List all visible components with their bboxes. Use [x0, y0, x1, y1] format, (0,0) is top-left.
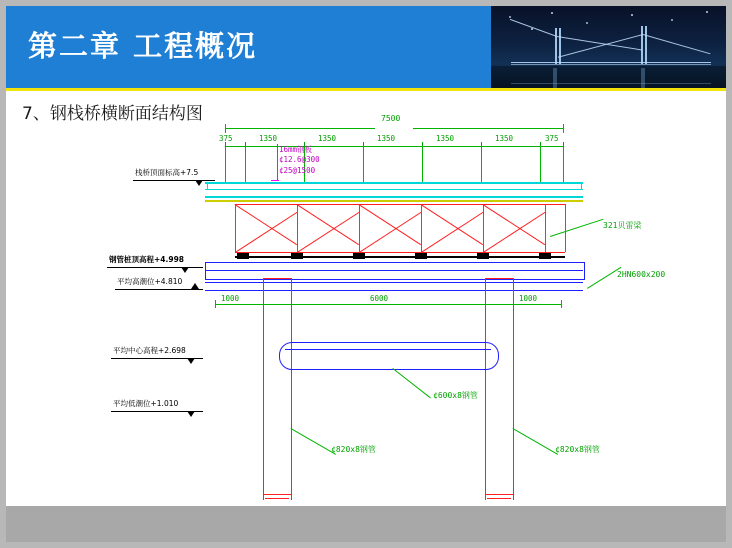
dimension-1350-a: 1350 — [259, 134, 278, 143]
elevation-label-1: 栈桥顶面标高+7.5 — [135, 168, 199, 177]
dimension-6000: 6000 — [370, 294, 389, 303]
dimension-1350-e: 1350 — [495, 134, 514, 143]
deck-note-rebar1: ¢12.6@300 — [279, 155, 320, 164]
dimension-1350-d: 1350 — [436, 134, 455, 143]
label-tube-600: ¢600x8钢管 — [433, 391, 478, 400]
dimension-1350-c: 1350 — [377, 134, 396, 143]
footer-band — [6, 506, 726, 542]
dimension-1350-b: 1350 — [318, 134, 337, 143]
elevation-label-4: 平均中心高程+2.698 — [113, 346, 186, 355]
crossbeam-hn600 — [205, 262, 585, 280]
dimension-1000-right: 1000 — [519, 294, 538, 303]
dimension-375-right: 375 — [545, 134, 559, 143]
divider-rule — [6, 88, 726, 91]
page-title: 第二章 工程概况 — [28, 29, 258, 63]
label-bailey-beam: 321贝雷梁 — [603, 221, 642, 230]
elevation-label-2: 钢管桩顶高程+4.998 — [109, 255, 185, 264]
label-pile-820-left: ¢820x8钢管 — [331, 445, 376, 454]
dimension-total-7500: 7500 — [381, 114, 401, 123]
label-pile-820-right: ¢820x8钢管 — [555, 445, 600, 454]
elevation-label-5: 平均低潮位+1.010 — [113, 399, 179, 408]
horizontal-brace-tube — [279, 342, 499, 370]
bridge-photo — [491, 6, 726, 88]
deck-note-plate: 16mm钢板 — [279, 145, 313, 154]
dimension-1000-left: 1000 — [221, 294, 240, 303]
label-hn600x200: 2HN600x200 — [617, 270, 666, 279]
cross-section-drawing — [95, 110, 715, 500]
elevation-label-3: 平均高潮位+4.810 — [117, 277, 183, 286]
deck-note-rebar2: ¢25@1500 — [279, 166, 316, 175]
dimension-375-left: 375 — [219, 134, 233, 143]
section-heading: 7、钢栈桥横断面结构图 — [22, 104, 203, 124]
